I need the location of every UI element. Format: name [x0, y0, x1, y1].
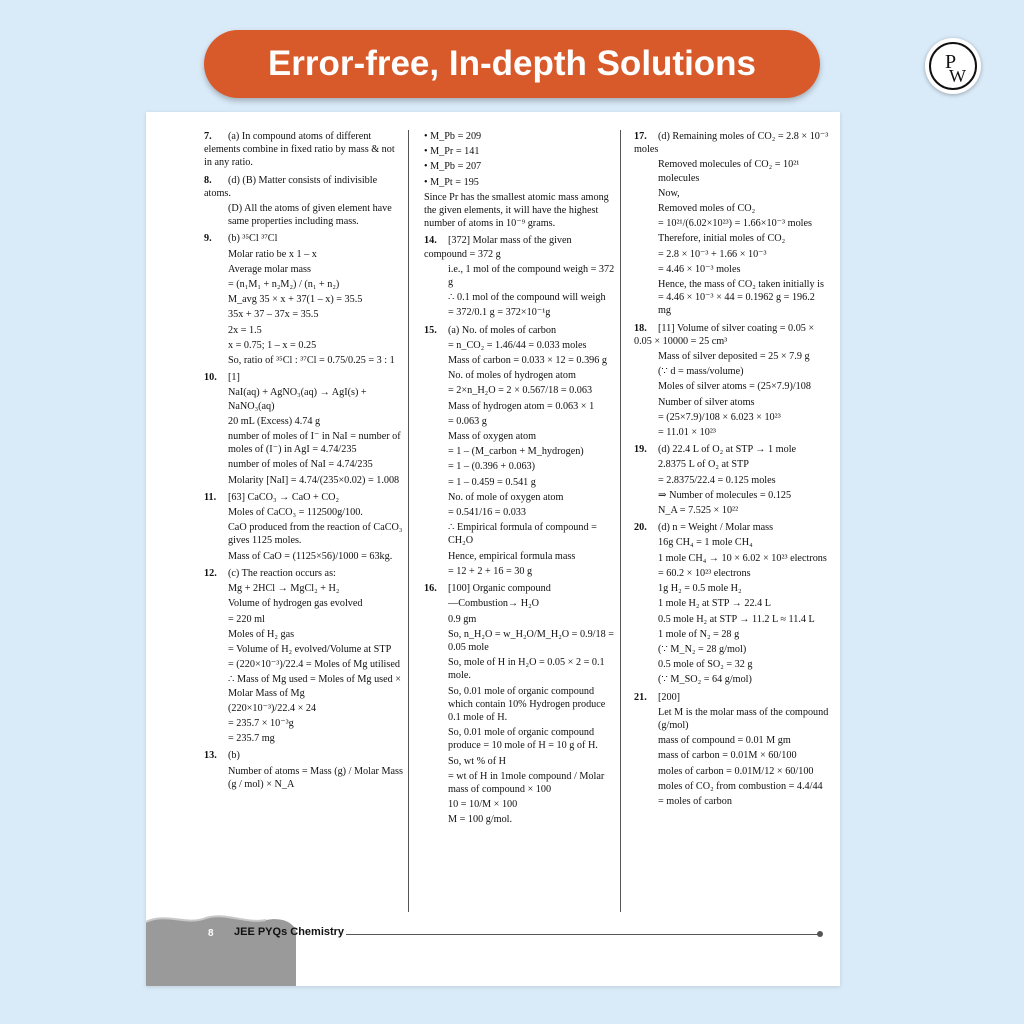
- solution-line: ∴ 0.1 mol of the compound will weigh: [448, 292, 606, 304]
- solution-line: (c) The reaction occurs as:: [228, 567, 336, 579]
- solution-line: = 0.063 g: [448, 415, 487, 427]
- solution-line: 0.9 gm: [448, 613, 477, 625]
- solution-item: [204, 174, 404, 229]
- question-number: 20.: [634, 522, 647, 534]
- solution-line: Number of atoms = Mass (g) / Molar Mass (g / mol) × N_A: [228, 765, 403, 790]
- solution-line: Hence, the mass of CO₂ taken initially is = 4.46 × 10⁻³ × 44 = 0.1962 g = 196.2 mg: [658, 279, 824, 317]
- question-number: 14.: [424, 235, 437, 247]
- solution-line: 1 mole CH₄ → 10 × 6.02 × 10²³ electrons: [658, 552, 827, 564]
- solution-line: Mass of silver deposited = 25 × 7.9 g: [658, 351, 810, 363]
- solution-line: (a) In compound atoms of different elements combine in fixed ratio by mass & not in any ratio.: [204, 131, 395, 169]
- solution-line: So, wt % of H: [448, 755, 507, 767]
- solution-line: Removed moles of CO₂: [658, 203, 756, 215]
- solution-line: = wt of H in 1mole compound / Molar mass of compound × 100: [448, 770, 605, 795]
- solution-item: [204, 749, 404, 791]
- column-2: [424, 130, 616, 831]
- solution-line: [372] Molar mass of the given compound = 372 g: [424, 235, 572, 260]
- solution-item: [634, 691, 830, 809]
- question-number: 9.: [204, 233, 212, 245]
- solution-item: [424, 234, 616, 319]
- solution-item: [204, 371, 404, 487]
- question-number: 12.: [204, 567, 217, 579]
- solution-line: = n_CO₂ = 1.46/44 = 0.033 moles: [448, 339, 587, 351]
- solution-line: mass of carbon = 0.01M × 60/100: [658, 750, 797, 762]
- solution-line: Therefore, initial moles of CO₂: [658, 233, 786, 245]
- solution-line: 35x + 37 – 37x = 35.5: [228, 309, 319, 321]
- solution-line: number of moles of NaI = 4.74/235: [228, 459, 373, 471]
- solution-line: Moles of CaCO₃ = 112500g/100.: [228, 507, 363, 519]
- solution-line: Moles of silver atoms = (25×7.9)/108: [658, 381, 811, 393]
- solution-item: [634, 130, 830, 318]
- solution-line: (d) Remaining moles of CO₂ = 2.8 × 10⁻³ moles: [634, 131, 829, 156]
- banner-title: Error-free, In-depth Solutions: [267, 44, 757, 83]
- solution-line: number of moles of I⁻ in NaI = number of moles of (I⁻) in AgI = 4.74/235: [228, 431, 401, 456]
- solution-line: • M_Pb = 207: [424, 161, 482, 173]
- solution-line: 2.8375 L of O₂ at STP: [658, 459, 749, 471]
- solution-line: = 1 – 0.459 = 0.541 g: [448, 476, 536, 488]
- solution-line: • M_Pr = 141: [424, 146, 480, 158]
- solution-line: So, ratio of ³⁵Cl : ³⁷Cl = 0.75/0.25 = 3 : 1: [228, 355, 395, 367]
- solution-line: —Combustion→ H₂O: [448, 598, 540, 610]
- solution-line: So, 0.01 mole of organic compound which contain 10% Hydrogen produce 0.1 mole of H.: [448, 685, 606, 723]
- question-number: 8.: [204, 174, 212, 186]
- solution-line: • M_Pb = 209: [424, 131, 482, 142]
- solution-item: [634, 322, 830, 440]
- solution-line: So, n_H₂O = w_H₂O/M_H₂O = 0.9/18 = 0.05 mole: [448, 628, 614, 653]
- question-number: 18.: [634, 322, 647, 334]
- pw-logo-icon: [925, 38, 981, 94]
- solution-line: x = 0.75; 1 – x = 0.25: [228, 339, 317, 351]
- page-number: 8: [208, 928, 214, 939]
- solution-line: = 235.7 mg: [228, 733, 275, 745]
- solution-line: (a) No. of moles of carbon: [448, 324, 557, 336]
- solution-line: [11] Volume of silver coating = 0.05 × 0.05 × 10000 = 25 cm³: [634, 322, 815, 347]
- solution-line: • M_Pt = 195: [424, 176, 479, 188]
- solution-line: Molarity [NaI] = 4.74/(235×0.02) = 1.008: [228, 474, 400, 486]
- solution-item: [424, 582, 616, 826]
- solution-line: Mass of oxygen atom: [448, 431, 536, 443]
- title-banner: [204, 30, 820, 98]
- footer-title: JEE PYQs Chemistry: [234, 926, 345, 938]
- solution-line: 1 mole of N₂ = 28 g: [658, 628, 740, 640]
- solution-line: = 235.7 × 10⁻³g: [228, 717, 294, 729]
- solution-line: moles of carbon = 0.01M/12 × 60/100: [658, 765, 814, 777]
- solution-line: (∵ M_SO₂ = 64 g/mol): [658, 674, 752, 686]
- solution-line: ⇒ Number of molecules = 0.125: [658, 489, 792, 501]
- solution-line: (d) (B) Matter consists of indivisible atoms.: [204, 174, 378, 199]
- column-divider: [408, 130, 409, 912]
- solution-line: (D) All the atoms of given element have same properties including mass.: [228, 203, 392, 228]
- solution-line: 2x = 1.5: [228, 324, 262, 336]
- solution-line: Molar ratio be x 1 – x: [228, 248, 317, 260]
- solution-line: Moles of H₂ gas: [228, 628, 295, 640]
- solution-line: = (220×10⁻³)/22.4 = Moles of Mg utilised: [228, 659, 400, 671]
- solution-line: M_avg 35 × x + 37(1 – x) = 35.5: [228, 294, 363, 306]
- solution-line: (d) n = Weight / Molar mass: [658, 522, 774, 534]
- solution-line: No. of moles of hydrogen atom: [448, 370, 576, 382]
- question-number: 16.: [424, 583, 437, 595]
- solution-line: [63] CaCO₃ → CaO + CO₂: [228, 491, 340, 503]
- question-number: 17.: [634, 131, 647, 142]
- solution-line: CaO produced from the reaction of CaCO₃ gives 1125 moles.: [228, 522, 403, 547]
- solution-line: ∴ Empirical formula of compound = CH₂O: [448, 522, 597, 547]
- solution-line: = 60.2 × 10²³ electrons: [658, 567, 751, 579]
- document-page: [146, 112, 840, 986]
- solution-line: [100] Organic compound: [448, 583, 551, 595]
- solution-line: 16g CH₄ = 1 mole CH₄: [658, 537, 753, 549]
- solution-line: [1]: [228, 372, 240, 384]
- solution-line: i.e., 1 mol of the compound weigh = 372 g: [448, 263, 615, 289]
- solution-line: M = 100 g/mol.: [448, 814, 513, 826]
- solution-line: = 0.541/16 = 0.033: [448, 507, 526, 519]
- solution-item: [424, 130, 616, 230]
- solution-line: 0.5 mole H₂ at STP → 11.2 L ≈ 11.4 L: [658, 613, 815, 625]
- question-number: 11.: [204, 491, 217, 503]
- solution-line: Mass of CaO = (1125×56)/1000 = 63kg.: [228, 550, 393, 562]
- solution-line: 20 mL (Excess) 4.74 g: [228, 415, 321, 427]
- solution-line: ∴ Mass of Mg used = Moles of Mg used × Molar Mass of Mg: [228, 674, 402, 699]
- solution-line: (d) 22.4 L of O₂ at STP → 1 mole: [658, 444, 797, 456]
- question-number: 19.: [634, 444, 647, 456]
- solution-line: (b) ³⁵Cl ³⁷Cl: [228, 233, 278, 245]
- solution-line: (∵ M_N₂ = 28 g/mol): [658, 643, 747, 655]
- question-number: 10.: [204, 372, 217, 384]
- solution-line: = 1 – (M_carbon + M_hydrogen): [448, 446, 584, 458]
- solution-line: = Volume of H₂ evolved/Volume at STP: [228, 643, 392, 655]
- footer-rule: [346, 934, 820, 935]
- question-number: 13.: [204, 750, 217, 762]
- solution-line: [200]: [658, 691, 681, 703]
- solution-line: Removed molecules of CO₂ = 10²¹ molecules: [658, 159, 800, 184]
- solution-line: (b): [228, 750, 240, 762]
- solution-line: = (25×7.9)/108 × 6.023 × 10²³: [658, 411, 781, 423]
- solution-line: (∵ d = mass/volume): [658, 366, 744, 378]
- solution-line: = 2.8375/22.4 = 0.125 moles: [658, 474, 776, 486]
- solution-line: = 1 – (0.396 + 0.063): [448, 461, 536, 473]
- solution-line: moles of CO₂ from combustion = 4.4/44: [658, 780, 823, 792]
- solution-line: So, 0.01 mole of organic compound produce = 10 mole of H = 10 g of H.: [448, 727, 598, 752]
- footer-dot: [817, 931, 823, 937]
- solution-item: [424, 324, 616, 578]
- solution-line: = (n₁M₁ + n₂M₂) / (n₁ + n₂): [228, 279, 340, 291]
- solution-line: Mass of carbon = 0.033 × 12 = 0.396 g: [448, 355, 607, 367]
- question-number: 7.: [204, 131, 212, 142]
- solution-line: 1 mole H₂ at STP → 22.4 L: [658, 598, 771, 610]
- solution-line: = 11.01 × 10²³: [658, 427, 716, 439]
- solution-line: = 4.46 × 10⁻³ moles: [658, 263, 741, 275]
- solution-line: Number of silver atoms: [658, 396, 755, 408]
- column-3: [634, 130, 830, 812]
- question-number: 21.: [634, 691, 647, 703]
- footer-decoration: [146, 912, 346, 986]
- svg-text:W: W: [949, 66, 966, 86]
- svg-text:P: P: [945, 51, 957, 73]
- solution-line: Average molar mass: [228, 263, 311, 275]
- solution-item: [634, 521, 830, 686]
- question-number: 15.: [424, 324, 437, 336]
- solution-line: 1g H₂ = 0.5 mole H₂: [658, 583, 742, 595]
- solution-line: N_A = 7.525 × 10²²: [658, 505, 739, 517]
- solution-line: Hence, empirical formula mass: [448, 550, 576, 562]
- solution-item: [634, 443, 830, 517]
- column-1: [204, 130, 404, 795]
- solution-line: Since Pr has the smallest atomic mass among the given elements, it will have the highest number of atoms in 10⁻⁹ grams.: [424, 191, 609, 230]
- solution-line: 10 = 10/M × 100: [448, 799, 518, 811]
- solution-line: = 2×n_H₂O = 2 × 0.567/18 = 0.063: [448, 385, 593, 397]
- solution-line: Now,: [658, 187, 680, 199]
- solution-line: NaI(aq) + AgNO₃(aq) → AgI(s) + NaNO₃(aq): [228, 387, 367, 412]
- solution-item: [204, 567, 404, 745]
- solution-item: [204, 491, 404, 563]
- solution-line: = 372/0.1 g = 372×10⁻¹g: [448, 307, 551, 319]
- solution-line: So, mole of H in H₂O = 0.05 × 2 = 0.1 mole.: [448, 657, 605, 682]
- solution-line: No. of mole of oxygen atom: [448, 491, 564, 503]
- solution-line: = moles of carbon: [658, 795, 732, 807]
- solution-line: 0.5 mole of SO₂ = 32 g: [658, 659, 753, 671]
- pw-logo: [925, 38, 981, 94]
- solution-line: Let M is the molar mass of the compound (g/mol): [658, 706, 829, 731]
- solution-line: = 10²¹/(6.02×10²³) = 1.66×10⁻³ moles: [658, 218, 812, 230]
- solution-line: = 12 + 2 + 16 = 30 g: [448, 565, 533, 577]
- solution-item: [204, 232, 404, 367]
- solution-line: Mass of hydrogen atom = 0.063 × 1: [448, 400, 595, 412]
- solution-line: = 220 ml: [228, 613, 265, 625]
- solution-line: (220×10⁻³)/22.4 × 24: [228, 702, 317, 714]
- solution-line: Mg + 2HCl → MgCl₂ + H₂: [228, 583, 340, 595]
- solution-line: mass of compound = 0.01 M gm: [658, 735, 791, 747]
- solution-line: = 2.8 × 10⁻³ + 1.66 × 10⁻³: [658, 248, 767, 260]
- solution-item: [204, 130, 404, 170]
- column-divider: [620, 130, 621, 912]
- solution-line: Volume of hydrogen gas evolved: [228, 598, 363, 610]
